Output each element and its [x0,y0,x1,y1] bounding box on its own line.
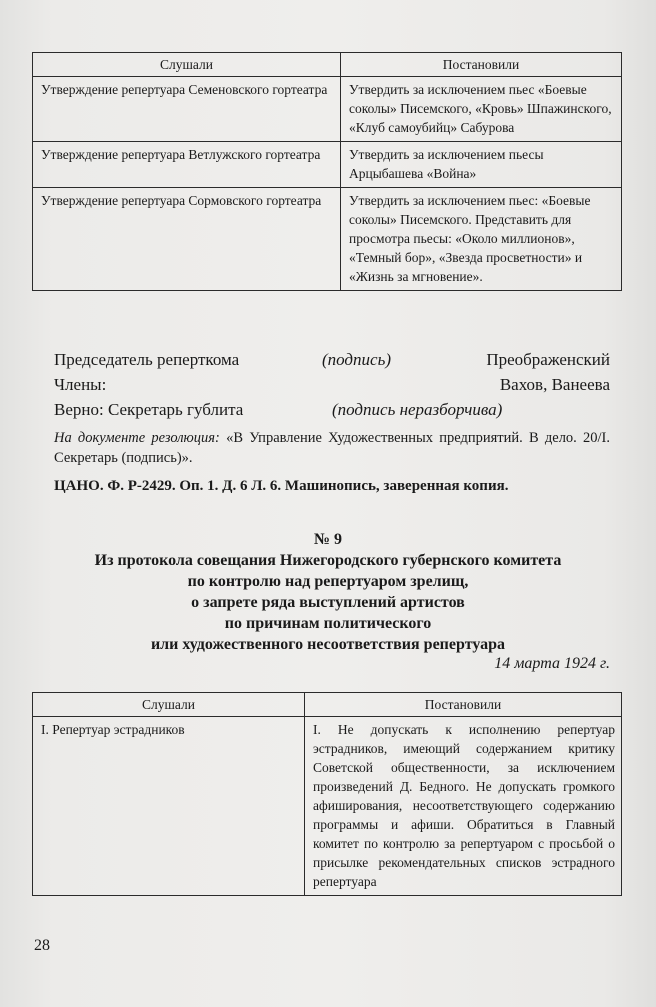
archive-reference: ЦАНО. Ф. Р-2429. Оп. 1. Д. 6 Л. 6. Машинопись, заверенная копия. [54,478,509,494]
members-names: Вахов, Ванеева [499,375,610,394]
decided-cell: I. Не допускать к исполнению репертуар эстрадников, имеющий содержанием критику Советской общественности, за исключением произведений Д. Бедного. Не допускать громкого афиширования, несоответствующего содержанию программы и афиши. Обратиться в Главный комитет по контролю за репертуаром с просьбой о присылке рекомендательных списков эстрадного репертуара [305,717,622,896]
heard-cell: Утверждение репертуара Сормовского гортеатра [33,188,341,291]
decided-cell: Утвердить за исключением пьес: «Боевые соколы» Писемского. Представить для просмотра пьесы: «Около миллионов», «Темный бор», «Звезда просветности» и «Жизнь за мгновение». [341,188,622,291]
title-line: по причинам политического [224,615,432,632]
secretary-signature-line [54,400,610,422]
heard-cell: I. Репертуар эстрадников [33,717,305,896]
members-signature-line [54,375,610,397]
table-header-row [33,693,622,717]
chairman-label: Председатель реперткома [54,350,240,369]
secretary-label: Верно: Секретарь гублита [54,400,244,419]
document-title [30,550,626,655]
members-label: Члены: [54,375,107,394]
minutes-table-1 [32,52,622,291]
heard-cell: Утверждение репертуара Семеновского гортеатра [33,77,341,142]
title-line: о запрете ряда выступлений артистов [191,594,465,611]
heard-cell: Утверждение репертуара Ветлужского гортеатра [33,142,341,188]
page-number: 28 [34,937,50,954]
column-header-heard: Слушали [33,53,341,77]
minutes-table-2 [32,692,622,896]
decided-cell: Утвердить за исключением пьесы Арцыбашева «Война» [341,142,622,188]
title-line: по контролю над репертуаром зрелищ, [187,573,469,590]
column-header-decided: Постановили [305,693,622,717]
document-number: № 9 [313,531,343,548]
resolution-note [54,428,610,468]
document-date: 14 марта 1924 г. [494,655,610,672]
table-header-row [33,53,622,77]
column-header-decided: Постановили [341,53,622,77]
chairman-name: Преображенский [486,350,610,369]
title-line: Из протокола совещания Нижегородского губернского комитета [94,552,562,569]
table-row [33,142,622,188]
resolution-text: «В Управление Художественных предприятий. В дело. 20/І. Секретарь (подпись)». [54,430,610,466]
resolution-label: На документе резолюция: [54,430,220,446]
title-line: или художественного несоответствия репертуара [150,636,506,653]
chairman-signature-note: (подпись) [322,350,391,369]
table-row [33,188,622,291]
table-row [33,77,622,142]
table-row [33,717,622,896]
decided-cell: Утвердить за исключением пьес «Боевые соколы» Писемского, «Кровь» Шпажинского, «Клуб самоубийц» Сабурова [341,77,622,142]
secretary-signature-note: (подпись неразборчива) [332,400,503,419]
chairman-signature-line [54,350,610,372]
column-header-heard: Слушали [33,693,305,717]
